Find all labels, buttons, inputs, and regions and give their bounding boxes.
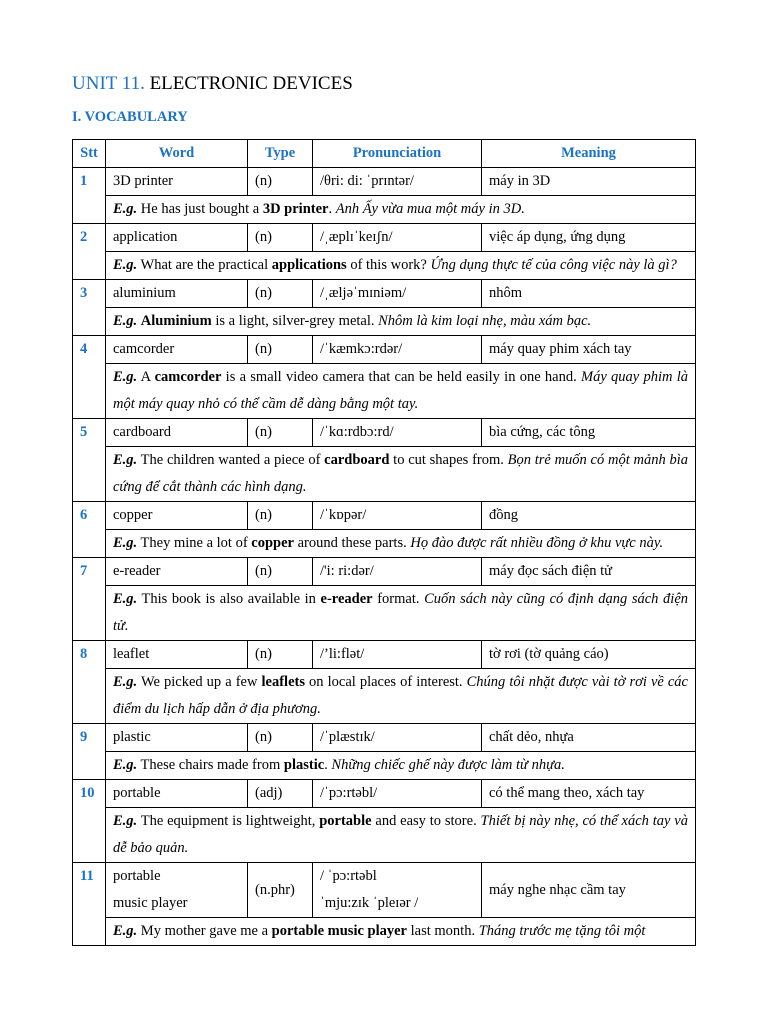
example-row [73, 447, 696, 502]
word-cell: leaflet [106, 641, 248, 669]
type-cell: (n) [248, 336, 313, 364]
meaning-cell: máy đọc sách điện tử [482, 558, 696, 586]
meaning-cell: tờ rơi (tờ quảng cáo) [482, 641, 696, 669]
example-row [73, 669, 696, 724]
example-sentence [106, 447, 696, 502]
table-row [73, 336, 696, 364]
example-text: They mine a lot of [137, 535, 252, 551]
header-pronunciation: Pronunciation [313, 140, 482, 168]
example-label: E.g. [113, 923, 138, 939]
unit-number: UNIT 11. [72, 73, 145, 94]
word-cell: application [106, 224, 248, 252]
row-number: 3 [73, 280, 106, 336]
example-text: is a light, silver-grey metal. [211, 313, 379, 329]
row-number: 10 [73, 780, 106, 863]
example-keyword: leaflets [261, 674, 305, 690]
meaning-cell: đồng [482, 502, 696, 530]
example-text: A [137, 369, 155, 385]
example-sentence [106, 364, 696, 419]
example-text: format. [372, 591, 425, 607]
example-keyword: Aluminium [140, 313, 212, 329]
example-text: around these parts. [293, 535, 411, 551]
meaning-cell: máy quay phim xách tay [482, 336, 696, 364]
pronunciation-cell: /'i: ri:dər/ [313, 558, 482, 586]
meaning-cell: có thể mang theo, xách tay [482, 780, 696, 808]
example-row [73, 586, 696, 641]
example-label: E.g. [113, 535, 138, 551]
example-row [73, 918, 696, 946]
table-row [73, 780, 696, 808]
meaning-cell: việc áp dụng, ứng dụng [482, 224, 696, 252]
pronunciation-cell: /ˈpɔ:rtəbl/ [313, 780, 482, 808]
example-keyword: camcorder [154, 369, 222, 385]
example-text: He has just bought a [137, 201, 263, 217]
pronunciation-cell: /ˌæplɪˈkeɪʃn/ [313, 224, 482, 252]
unit-title [72, 73, 353, 95]
word-cell: camcorder [106, 336, 248, 364]
example-translation: Tháng trước mẹ tặng tôi một [478, 923, 646, 939]
example-keyword: portable music player [271, 923, 407, 939]
example-sentence [106, 252, 696, 280]
example-text: We picked up a few [137, 674, 262, 690]
header-stt: Stt [73, 140, 106, 168]
vocabulary-table [72, 139, 696, 946]
example-text: These chairs made from [137, 757, 284, 773]
example-sentence [106, 918, 696, 946]
example-text: This book is also available in [137, 591, 321, 607]
table-row [73, 863, 696, 918]
row-number: 9 [73, 724, 106, 780]
example-keyword: portable [319, 813, 372, 829]
word-cell: cardboard [106, 419, 248, 447]
example-translation: Anh Ấy vừa mua một máy in 3D. [335, 201, 525, 217]
example-row [73, 308, 696, 336]
pronunciation-cell: /ˈkɒpər/ [313, 502, 482, 530]
row-number: 4 [73, 336, 106, 419]
type-cell: (adj) [248, 780, 313, 808]
meaning-cell: máy in 3D [482, 168, 696, 196]
example-keyword: copper [251, 535, 294, 551]
example-text: last month. [407, 923, 479, 939]
type-cell: (n) [248, 168, 313, 196]
example-translation: Nhôm là kim loại nhẹ, màu xám bạc. [378, 313, 592, 329]
type-cell: (n.phr) [248, 863, 313, 918]
word-cell: 3D printer [106, 168, 248, 196]
table-row [73, 641, 696, 669]
pronunciation-line: ˈmju:zɪk ˈpleɪər / [320, 895, 419, 911]
example-sentence [106, 752, 696, 780]
word-cell: copper [106, 502, 248, 530]
example-text: of this work? [346, 257, 431, 273]
row-number: 7 [73, 558, 106, 641]
example-translation: Thiết bị này nhẹ, có thể xách tay và dễ bảo quản. [113, 813, 688, 856]
example-text: is a small video camera that can be held easily in one hand. [221, 369, 581, 385]
example-row [73, 252, 696, 280]
row-number: 2 [73, 224, 106, 280]
header-meaning: Meaning [482, 140, 696, 168]
example-row [73, 808, 696, 863]
word-line: portable [113, 868, 161, 884]
header-word: Word [106, 140, 248, 168]
example-label: E.g. [113, 757, 138, 773]
type-cell: (n) [248, 558, 313, 586]
example-label: E.g. [113, 674, 138, 690]
example-label: E.g. [113, 257, 138, 273]
pronunciation-line: / ˈpɔ:rtəbl [320, 868, 377, 884]
meaning-cell: chất dẻo, nhựa [482, 724, 696, 752]
word-cell: plastic [106, 724, 248, 752]
type-cell: (n) [248, 641, 313, 669]
row-number: 5 [73, 419, 106, 502]
table-row [73, 724, 696, 752]
pronunciation-cell: /ˌæljəˈmɪniəm/ [313, 280, 482, 308]
example-text: My mother gave me a [137, 923, 272, 939]
pronunciation-cell [313, 863, 482, 918]
example-sentence [106, 196, 696, 224]
example-keyword: 3D printer [262, 201, 329, 217]
table-header-row [73, 140, 696, 168]
example-sentence [106, 669, 696, 724]
example-translation: Ứng dụng thực tế của công việc này là gì? [430, 257, 677, 273]
example-sentence [106, 586, 696, 641]
meaning-cell: bìa cứng, các tông [482, 419, 696, 447]
unit-name: ELECTRONIC DEVICES [149, 73, 353, 94]
example-keyword: e-reader [320, 591, 373, 607]
example-keyword: plastic [283, 757, 325, 773]
type-cell: (n) [248, 724, 313, 752]
word-cell: portable [106, 780, 248, 808]
example-translation: Chúng tôi nhặt được vài tờ rơi về các điểm du lịch hấp dẫn ở địa phương. [113, 674, 688, 717]
table-row [73, 558, 696, 586]
example-translation: Cuốn sách này cũng có định dạng sách điện tử. [113, 591, 689, 634]
table-row [73, 419, 696, 447]
header-type: Type [248, 140, 313, 168]
example-label: E.g. [113, 313, 138, 329]
word-line: music player [113, 895, 188, 911]
example-label: E.g. [113, 813, 138, 829]
example-row [73, 530, 696, 558]
type-cell: (n) [248, 224, 313, 252]
example-translation: Họ đào được rất nhiều đồng ở khu vực này. [410, 535, 664, 551]
meaning-cell: nhôm [482, 280, 696, 308]
table-row [73, 224, 696, 252]
example-translation: Bọn trẻ muốn có một mảnh bìa cứng để cắt thành các hình dạng. [113, 452, 688, 495]
table-row [73, 168, 696, 196]
row-number: 8 [73, 641, 106, 724]
example-text: . [324, 757, 332, 773]
example-sentence [106, 308, 696, 336]
example-keyword: cardboard [324, 452, 390, 468]
example-label: E.g. [113, 201, 138, 217]
example-text: on local places of interest. [305, 674, 467, 690]
pronunciation-cell: /’li:flət/ [313, 641, 482, 669]
example-label: E.g. [113, 452, 138, 468]
example-text: . [328, 201, 336, 217]
section-heading: I. VOCABULARY [72, 109, 188, 125]
table-row [73, 280, 696, 308]
type-cell: (n) [248, 419, 313, 447]
pronunciation-cell: /θri: di: ˈprɪntər/ [313, 168, 482, 196]
word-cell [106, 863, 248, 918]
example-row [73, 196, 696, 224]
row-number: 11 [73, 863, 106, 946]
row-number: 1 [73, 168, 106, 224]
example-row [73, 364, 696, 419]
pronunciation-cell: /ˈkæmkɔ:rdər/ [313, 336, 482, 364]
example-text: The equipment is lightweight, [137, 813, 320, 829]
pronunciation-cell: /ˈplæstɪk/ [313, 724, 482, 752]
example-sentence [106, 530, 696, 558]
table-row [73, 502, 696, 530]
example-text: and easy to store. [371, 813, 481, 829]
type-cell: (n) [248, 280, 313, 308]
example-translation: Những chiếc ghế này được làm từ nhựa. [331, 757, 565, 773]
example-text: What are the practical [137, 257, 272, 273]
word-cell: aluminium [106, 280, 248, 308]
example-sentence [106, 808, 696, 863]
word-cell: e-reader [106, 558, 248, 586]
example-row [73, 752, 696, 780]
row-number: 6 [73, 502, 106, 558]
example-label: E.g. [113, 591, 138, 607]
example-text: The children wanted a piece of [137, 452, 325, 468]
example-translation: Máy quay phim là một máy quay nhỏ có thể cầm dễ dàng bằng một tay. [113, 369, 689, 412]
example-text: to cut shapes from. [389, 452, 508, 468]
pronunciation-cell: /ˈkɑ:rdbɔ:rd/ [313, 419, 482, 447]
example-keyword: applications [271, 257, 347, 273]
example-label: E.g. [113, 369, 138, 385]
meaning-cell: máy nghe nhạc cầm tay [482, 863, 696, 918]
type-cell: (n) [248, 502, 313, 530]
